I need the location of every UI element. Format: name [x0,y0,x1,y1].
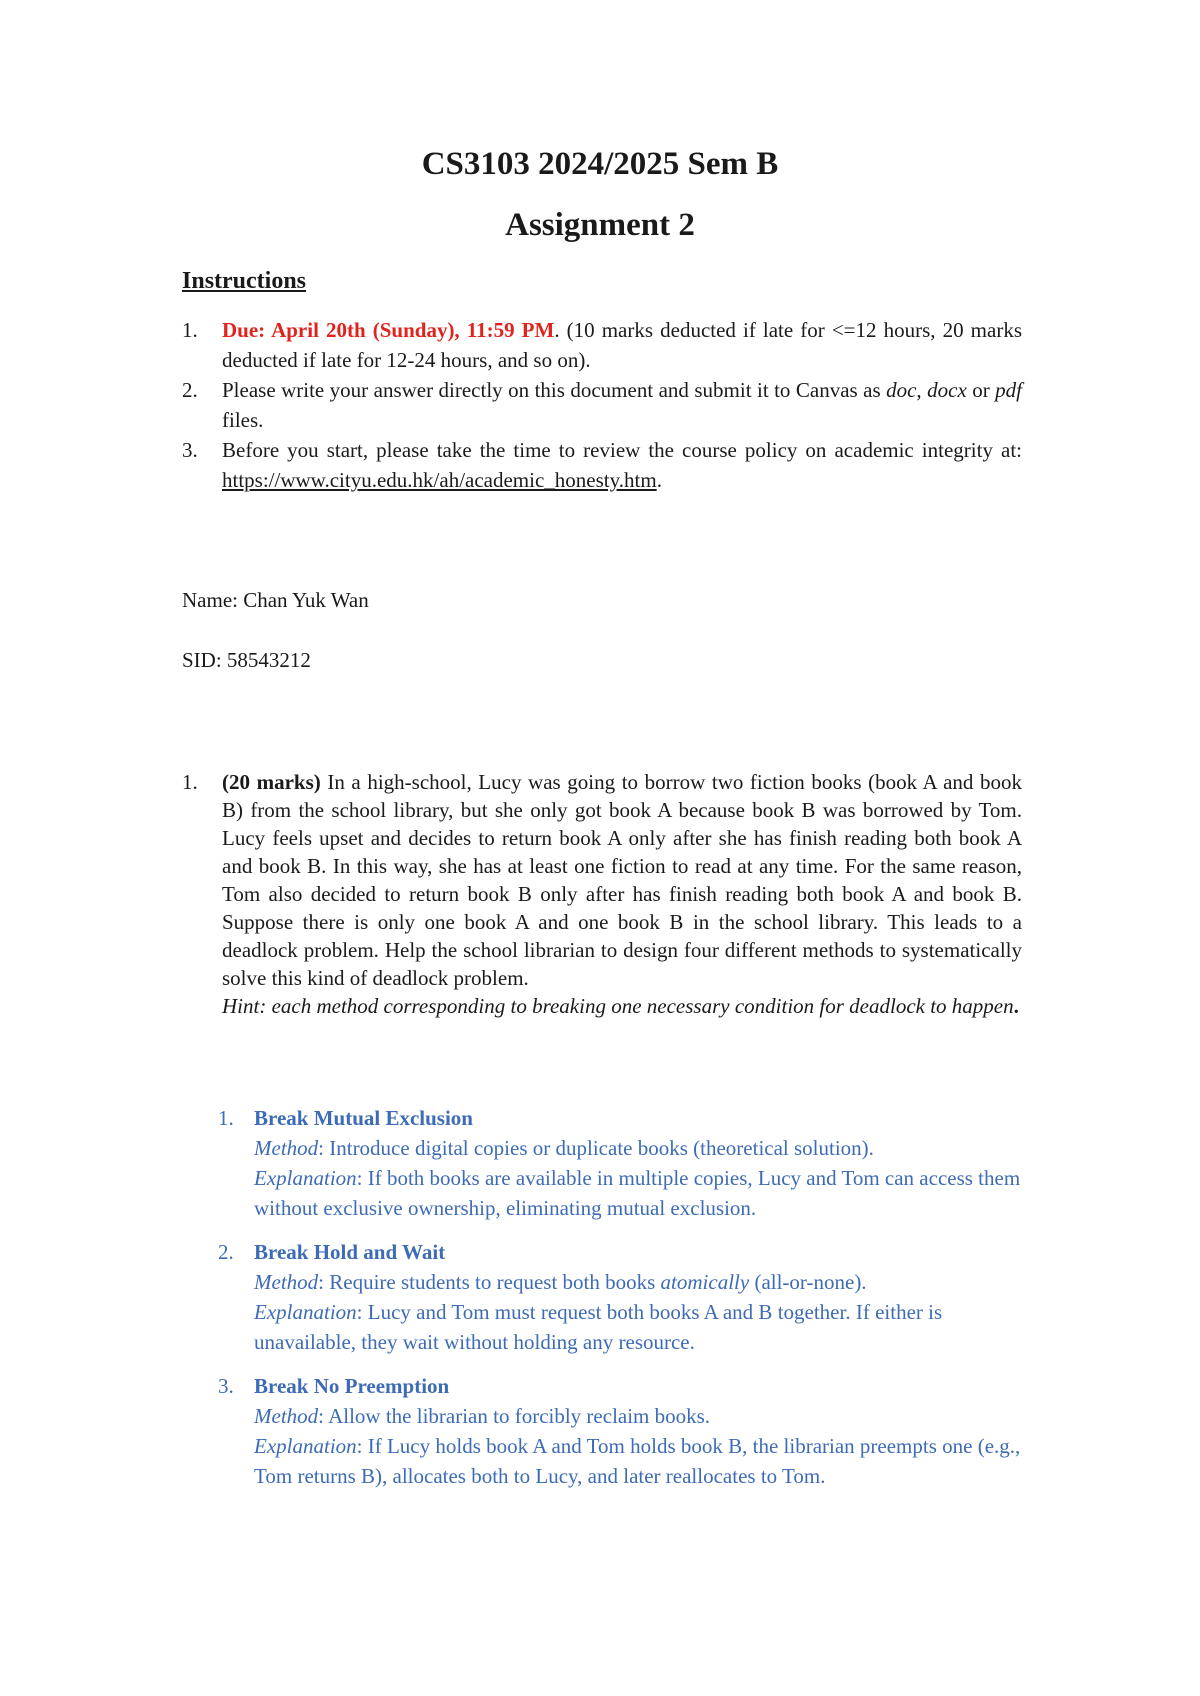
instruction-item-due [182,315,1022,375]
instruction-item-integrity [182,435,1022,495]
hint-end: . [1013,994,1019,1018]
method-text-end: (all-or-none). [749,1270,867,1294]
question-text: In a high-school, Lucy was going to borrow two fiction books (book A and book B) from the school library, but she only got book A because book B was borrowed by Tom. Lucy feels upset and decides to return book A only after she has finish reading both book A and book B. In this way, she has at least one fiction to read at any time. For the same reason, Tom also decided to return book B only after has finish reading both book A and book B. Suppose there is only one book A and one book B in the school library. This leads to a deadlock problem. Help the school librarian to design four different methods to systematically solve this kind of deadlock problem. [222,770,1023,990]
list-number: 3. [218,1374,234,1398]
method-label: Method [254,1136,319,1160]
academic-honesty-link[interactable]: https://www.cityu.edu.hk/ah/academic_honesty.htm [222,468,657,492]
explanation-text: : Lucy and Tom must request both books A and B together. If either is unavailable, they wait without holding any resource. [254,1300,943,1354]
student-name: Name: Chan Yuk Wan [182,588,369,612]
answer-item [218,1237,1028,1357]
due-date: Due: April 20th (Sunday), 11:59 PM [222,318,555,342]
method-label: Method [254,1270,319,1294]
question-number: 1. [182,770,198,794]
explanation-text: : If Lucy holds book A and Tom holds book B, the librarian preempts one (e.g., Tom returns B), allocates both to Lucy, and later reallocates to Tom. [254,1434,1021,1488]
explanation-label: Explanation [254,1434,357,1458]
integrity-text: Before you start, please take the time to review the course policy on academic integrity at: [222,438,1022,462]
list-number: 1. [182,318,198,342]
method-text: : Allow the librarian to forcibly reclaim books. [318,1404,711,1428]
question-1 [182,768,1022,1020]
integrity-text-end: . [656,468,662,492]
answer-item [218,1371,1028,1491]
method-text: : Require students to request both books [318,1270,661,1294]
separator: or [966,378,996,402]
explanation-text: : If both books are available in multiple copies, Lucy and Tom can access them without exclusive ownership, eliminating mutual exclusion. [254,1166,1021,1220]
question-hint: Hint: each method corresponding to breaking one necessary condition for deadlock to happen [222,994,1014,1018]
format-doc: doc [886,378,917,402]
student-id: SID: 58543212 [182,648,311,672]
answer-title: Break Mutual Exclusion [254,1106,473,1130]
explanation-label: Explanation [254,1300,357,1324]
answer-list [218,1103,1028,1505]
instructions-list [182,315,1022,495]
list-number: 3. [182,438,198,462]
method-emphasis: atomically [660,1270,750,1294]
instruction-item-submit [182,375,1022,435]
submit-text: Please write your answer directly on this document and submit it to Canvas as [222,378,887,402]
separator: , [916,378,928,402]
method-label: Method [254,1404,319,1428]
answer-item [218,1103,1028,1223]
question-body [222,768,1022,1020]
list-number: 2. [182,378,198,402]
list-number: 2. [218,1240,234,1264]
list-number: 1. [218,1106,234,1130]
instructions-heading: Instructions [182,268,307,294]
explanation-label: Explanation [254,1166,357,1190]
answer-title: Break Hold and Wait [254,1240,446,1264]
submit-text-end: files. [222,408,264,432]
question-marks: (20 marks) [222,770,321,794]
assignment-title: Assignment 2 [505,207,695,243]
late-policy: . (10 marks deducted if late for <=12 hours, 20 marks deducted if late for 12-24 hours, and so on). [222,318,1022,372]
format-pdf: pdf [995,378,1023,402]
answer-title: Break No Preemption [254,1374,450,1398]
course-title: CS3103 2024/2025 Sem B [421,146,779,182]
method-text: : Introduce digital copies or duplicate books (theoretical solution). [318,1136,874,1160]
format-docx: docx [927,378,967,402]
